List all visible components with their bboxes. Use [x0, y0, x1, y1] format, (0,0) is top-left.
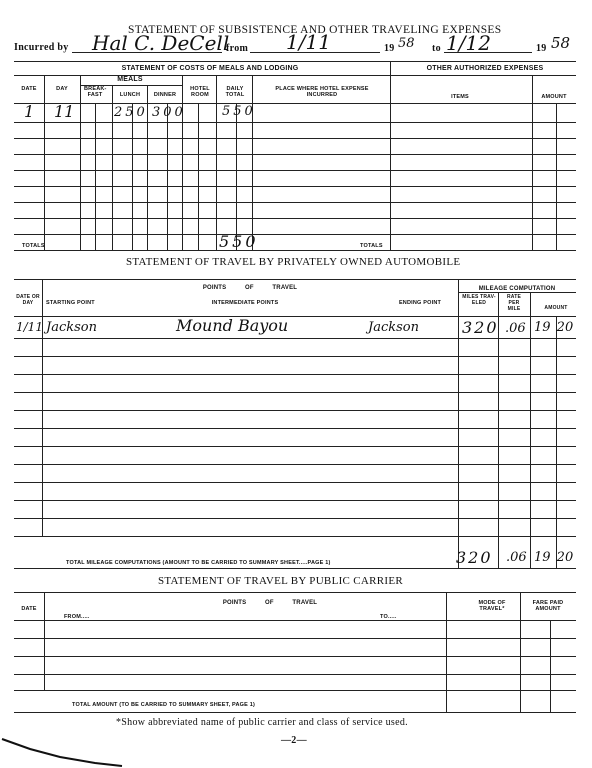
carrier-col-fare: FARE PAID AMOUNT — [532, 600, 564, 612]
meals-col-items: ITEMS — [451, 94, 469, 100]
footer-note: *Show abbreviated name of public carrier and class of service used. — [116, 717, 408, 728]
carrier-total-label: TOTAL AMOUNT (TO BE CARRIED TO SUMMARY SHEET, PAGE 1) — [72, 702, 256, 708]
auto-col-date: DATE OR DAY — [16, 294, 40, 306]
auto-points-header: POINTS OF TRAVEL — [202, 285, 298, 291]
auto-col-ending: ENDING POINT — [398, 300, 442, 306]
meals-row1-daily-total[interactable]: 550 — [222, 104, 256, 119]
auto-row1-ending[interactable]: Jackson — [368, 320, 419, 335]
meals-section-title: STATEMENT OF COSTS OF MEALS AND LODGING — [121, 65, 299, 72]
meals-total-value[interactable]: 550 — [219, 232, 259, 251]
meals-col-amount: AMOUNT — [541, 94, 567, 100]
year-value-2[interactable]: 58 — [551, 34, 571, 52]
auto-row1-rate[interactable]: .06 — [505, 321, 526, 336]
meals-row1-dinner[interactable]: 300 — [152, 105, 186, 120]
auto-row1-start[interactable]: Jackson — [46, 320, 97, 335]
auto-mileage-header: MILEAGE COMPUTATION — [478, 286, 556, 292]
auto-col-start: STARTING POINT — [46, 300, 95, 306]
carrier-col-to: TO..... — [380, 614, 397, 620]
meals-col-date: DATE — [21, 86, 37, 92]
auto-total-amount[interactable]: 19 20 — [534, 550, 574, 565]
auto-total-miles[interactable]: 320 — [456, 548, 493, 567]
meals-totals-label-right: TOTALS — [360, 243, 383, 249]
year-value-1[interactable]: 58 — [398, 36, 415, 51]
auto-col-amount: AMOUNT — [544, 305, 568, 311]
carrier-section-title: STATEMENT OF TRAVEL BY PUBLIC CARRIER — [158, 575, 404, 587]
meals-col-place: PLACE WHERE HOTEL EXPENSE INCURRED — [275, 86, 369, 98]
carrier-col-mode: MODE OF TRAVEL* — [478, 600, 506, 612]
meals-label: MEALS — [117, 76, 143, 83]
year-prefix-2: 19 — [536, 43, 547, 54]
carrier-col-date: DATE — [21, 606, 37, 612]
meals-col-dinner: DINNER — [153, 92, 177, 98]
meals-col-breakfast: BREAK-FAST — [84, 86, 107, 98]
page-number: —2— — [281, 735, 307, 746]
meals-col-lunch: LUNCH — [119, 92, 141, 98]
meals-row1-lunch[interactable]: 250 — [114, 105, 148, 120]
meals-col-day: DAY — [56, 86, 68, 92]
to-label: to — [432, 43, 441, 54]
auto-total-rate[interactable]: .06 — [506, 550, 527, 565]
scan-mark — [0, 735, 130, 768]
auto-col-miles: MILES TRAV-ELED — [462, 294, 496, 306]
year-prefix-1: 19 — [384, 43, 395, 54]
incurred-by-label: Incurred by — [14, 42, 69, 53]
incurred-by-value[interactable]: Hal C. DeCell — [92, 31, 230, 55]
form-title: STATEMENT OF SUBSISTENCE AND OTHER TRAVELING EXPENSES — [128, 24, 502, 36]
meals-totals-label: TOTALS — [22, 243, 45, 249]
meals-row1-date[interactable]: 1 — [24, 102, 35, 121]
auto-row1-miles[interactable]: 320 — [462, 318, 499, 337]
meals-row1-day[interactable]: 11 — [54, 102, 75, 121]
carrier-col-from: FROM..... — [64, 614, 90, 620]
auto-total-label: TOTAL MILEAGE COMPUTATIONS (AMOUNT TO BE CARRIED TO SUMMARY SHEET.....PAGE 1) — [66, 560, 331, 566]
carrier-points-header: POINTS OF TRAVEL — [222, 600, 318, 606]
auto-row1-amount[interactable]: 19 20 — [534, 320, 574, 335]
auto-section-title: STATEMENT OF TRAVEL BY PRIVATELY OWNED AUTOMOBILE — [126, 256, 461, 268]
auto-row1-date[interactable]: 1/11 — [16, 320, 43, 334]
auto-row1-intermediate[interactable]: Mound Bayou — [176, 316, 289, 335]
auto-col-rate: RATE PER MILE — [506, 294, 522, 312]
to-value[interactable]: 1/12 — [446, 31, 491, 55]
auto-col-intermediate: INTERMEDIATE POINTS — [211, 300, 279, 306]
meals-col-daily-total: DAILY TOTAL — [225, 86, 245, 98]
other-expenses-title: OTHER AUTHORIZED EXPENSES — [426, 65, 544, 72]
from-value[interactable]: 1/11 — [286, 30, 331, 54]
meals-col-hotel: HOTEL ROOM — [190, 86, 210, 98]
from-label: from — [226, 43, 249, 54]
